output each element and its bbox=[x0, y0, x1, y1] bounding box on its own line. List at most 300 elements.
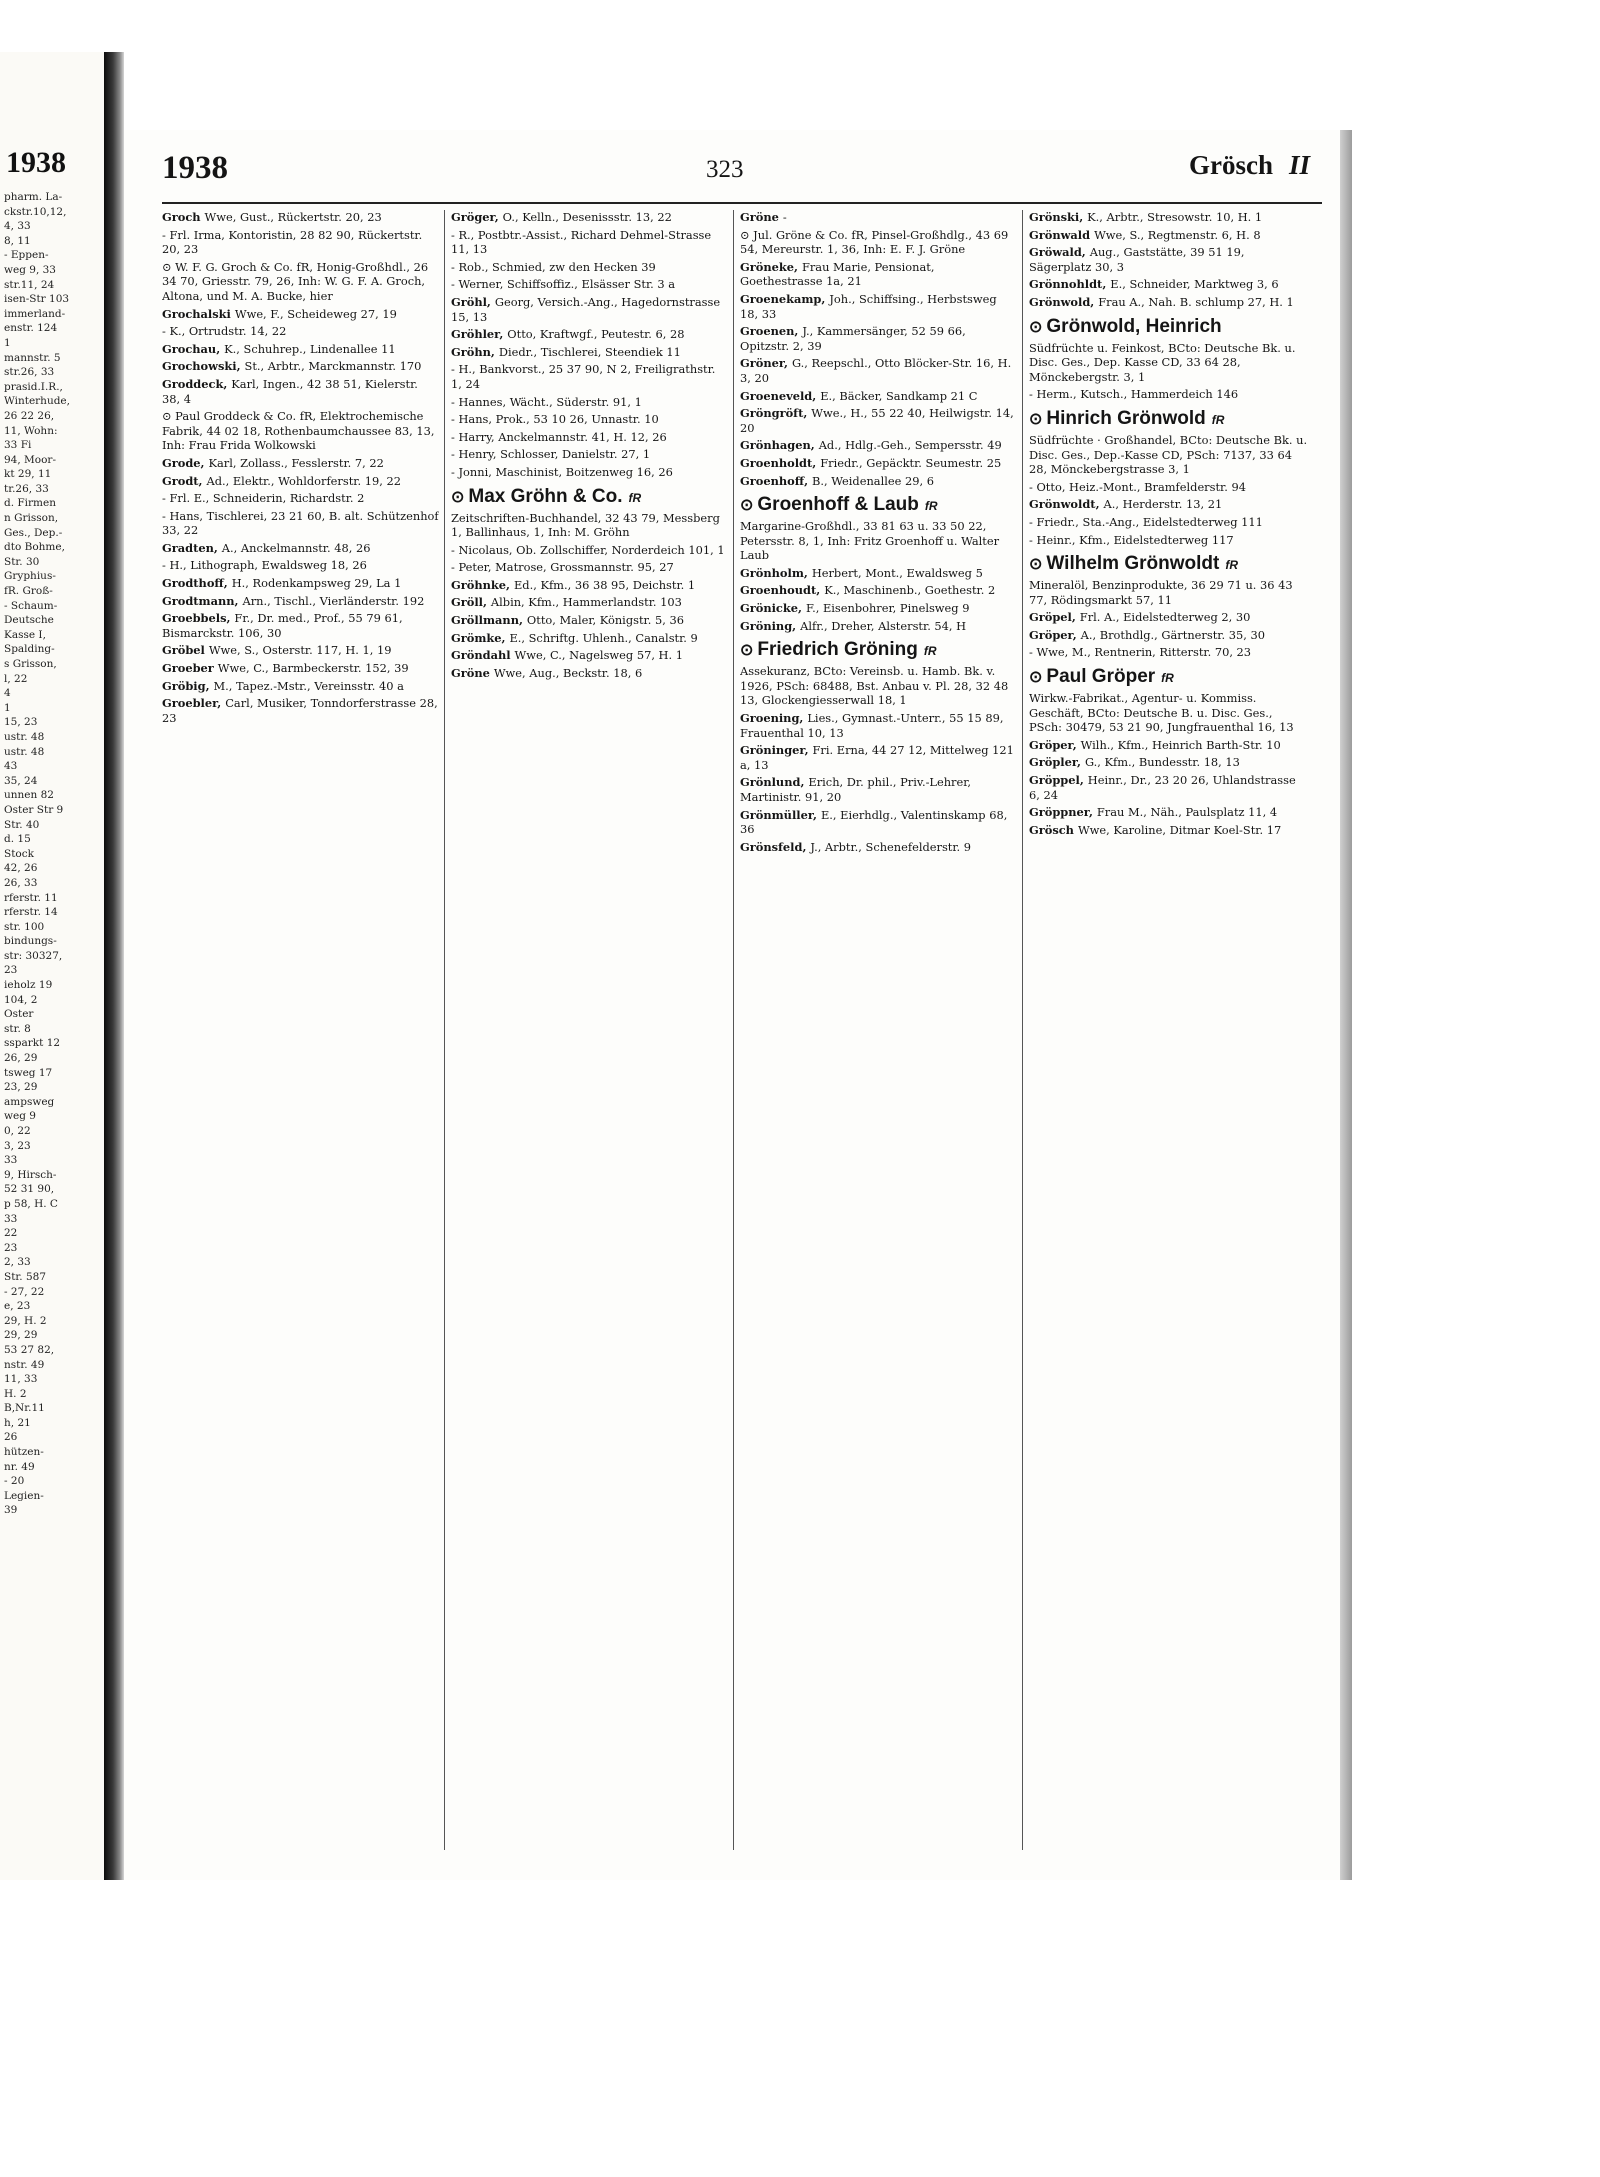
entry-surname: Grode, bbox=[162, 455, 209, 470]
registered-firm-mark-icon: ⊙ bbox=[1029, 556, 1043, 574]
facing-line: 9, Hirsch- bbox=[4, 1168, 57, 1181]
directory-entry bbox=[162, 307, 439, 322]
directory-entry bbox=[162, 643, 439, 658]
directory-entry bbox=[740, 743, 1017, 772]
entry-details: G., Reepschl., Otto Blöcker-Str. 16, H. 3, 20 bbox=[740, 356, 1012, 385]
entry-details: B., Weidenallee 29, 6 bbox=[812, 473, 934, 488]
entry-surname: Grösch bbox=[1029, 822, 1078, 837]
entry-details: Wwe, C., Barmbeckerstr. 152, 39 bbox=[217, 661, 409, 676]
facing-line: unnen 82 bbox=[4, 789, 54, 802]
facing-line: Spalding- bbox=[4, 643, 55, 656]
entry-details: Ed., Kfm., 36 38 95, Deichstr. 1 bbox=[513, 577, 696, 592]
directory-entry bbox=[740, 406, 1017, 435]
entry-details: - H., Lithograph, Ewaldsweg 18, 26 bbox=[162, 558, 367, 573]
entry-details: E., Schriftg. Uhlenh., Canalstr. 9 bbox=[509, 630, 698, 645]
firm-suffix: fR bbox=[1161, 671, 1174, 686]
facing-line: h, 21 bbox=[4, 1416, 31, 1429]
directory-entry bbox=[162, 359, 439, 374]
entry-surname: Gröhnke, bbox=[451, 577, 514, 592]
facing-line: Oster bbox=[4, 1008, 34, 1021]
page-edge bbox=[1340, 130, 1352, 1880]
directory-entry bbox=[451, 578, 728, 593]
entry-details: Heinr., Dr., 23 20 26, Uhlandstrasse 6, 24 bbox=[1029, 773, 1296, 802]
directory-entry bbox=[451, 543, 728, 558]
entry-details: ⊙ Jul. Gröne & Co. fR, Pinsel-Großhdlg., 43 69 54, Mereurstr. 1, 36, Inh: E. F. J. Gröne bbox=[740, 227, 1009, 257]
entry-surname: Grochau, bbox=[162, 341, 225, 356]
facing-line: nr. 49 bbox=[4, 1460, 35, 1473]
facing-line: ustr. 48 bbox=[4, 745, 45, 758]
directory-page bbox=[124, 130, 1340, 1880]
directory-entry bbox=[1029, 515, 1309, 530]
entry-details: ⊙ W. F. G. Groch & Co. fR, Honig-Großhdl., 26 34 70, Griesstr. 79, 26, Inh: W. G. F. A. Groch, Altona, und M. A. Bucke, hier bbox=[162, 259, 429, 303]
entry-surname: Grönlund, bbox=[740, 775, 809, 790]
facing-line: immerland- bbox=[4, 307, 66, 320]
directory-entry bbox=[451, 430, 728, 445]
facing-line: 2, 33 bbox=[4, 1256, 31, 1269]
directory-entry bbox=[740, 324, 1017, 353]
directory-entry bbox=[451, 362, 728, 391]
facing-line: 35, 24 bbox=[4, 774, 38, 787]
entry-details: - Hannes, Wächt., Süderstr. 91, 1 bbox=[451, 394, 642, 409]
facing-line: fR. Groß- bbox=[4, 585, 53, 598]
facing-line: str. 100 bbox=[4, 920, 45, 933]
directory-entry bbox=[162, 210, 439, 225]
facing-line: - Schaum- bbox=[4, 599, 58, 612]
directory-entry bbox=[740, 808, 1017, 837]
entry-surname: Gröper, bbox=[1029, 627, 1081, 642]
firm-name: Max Gröhn & Co. bbox=[468, 485, 623, 507]
entry-surname: Gröwald, bbox=[1029, 245, 1090, 260]
entry-details: A., Herderstr. 13, 21 bbox=[1103, 497, 1223, 512]
running-head-name: Grösch bbox=[1188, 150, 1273, 180]
entry-details: G., Kfm., Bundesstr. 18, 13 bbox=[1084, 755, 1240, 770]
entry-surname: Gröppel, bbox=[1029, 773, 1088, 788]
entry-details: K., Arbtr., Stresowstr. 10, H. 1 bbox=[1087, 210, 1263, 224]
facing-line: Winterhude, bbox=[4, 395, 70, 408]
entry-surname: Groebler, bbox=[162, 696, 226, 711]
column-2 bbox=[451, 210, 728, 1850]
directory-entry bbox=[162, 342, 439, 357]
directory-entry bbox=[451, 560, 728, 575]
firm-suffix: fR bbox=[1211, 412, 1225, 427]
entry-details: - K., Ortrudstr. 14, 22 bbox=[162, 324, 287, 339]
directory-entry bbox=[162, 576, 439, 591]
book-gutter bbox=[104, 52, 124, 1880]
entry-surname: Grömke, bbox=[451, 630, 510, 645]
entry-details: - Wwe, M., Rentnerin, Ritterstr. 70, 23 bbox=[1029, 645, 1252, 660]
facing-line: 23, 29 bbox=[4, 1081, 38, 1094]
column-divider bbox=[444, 210, 445, 1850]
entry-details: - Nicolaus, Ob. Zollschiffer, Norderdeich 101, 1 bbox=[451, 542, 725, 557]
entry-details: Otto, Maler, Königstr. 5, 36 bbox=[526, 613, 684, 628]
entry-details: Otto, Kraftwgf., Peutestr. 6, 28 bbox=[507, 327, 685, 342]
directory-entry bbox=[451, 395, 728, 410]
entry-surname: Gröndahl bbox=[451, 648, 515, 663]
entry-details: Lies., Gymnast.-Unterr., 55 15 89, Frauenthal 10, 13 bbox=[740, 711, 1004, 740]
entry-details: - R., Postbtr.-Assist., Richard Dehmel-Strasse 11, 13 bbox=[451, 227, 712, 257]
entry-surname: Groch bbox=[162, 210, 205, 224]
facing-line: 15, 23 bbox=[4, 716, 38, 729]
directory-entry bbox=[162, 558, 439, 573]
entry-details: Arn., Tischl., Vierländerstr. 192 bbox=[242, 593, 425, 608]
directory-entry bbox=[451, 210, 728, 225]
entry-surname: Gröbig, bbox=[162, 678, 214, 693]
facing-page-year: 1938 bbox=[6, 146, 66, 179]
directory-entry bbox=[1029, 738, 1309, 753]
directory-entry bbox=[1029, 480, 1309, 495]
directory-entry bbox=[1029, 387, 1309, 402]
entry-details: Carl, Musiker, Tonndorferstrasse 28, 23 bbox=[162, 696, 438, 725]
facing-line: d. Firmen bbox=[4, 497, 56, 510]
entry-text: Südfrüchte u. Feinkost, BCto: Deutsche Bk. u. Disc. Ges., Dep. Kasse CD, 33 64 28, Mönckebergstr. 3, 1 bbox=[1029, 340, 1296, 384]
directory-entry bbox=[451, 595, 728, 610]
firm-suffix: fR bbox=[1225, 558, 1239, 573]
directory-entry bbox=[162, 228, 439, 257]
column-1 bbox=[162, 210, 439, 1850]
facing-line: 29, 29 bbox=[4, 1329, 38, 1342]
firm-name: Grönwold, Heinrich bbox=[1046, 315, 1222, 337]
entry-surname: Grochalski bbox=[162, 306, 235, 321]
entry-surname: Gröper, bbox=[1029, 737, 1081, 752]
entry-details: Frau M., Näh., Paulsplatz 11, 4 bbox=[1096, 805, 1278, 820]
directory-entry bbox=[1029, 295, 1309, 310]
firm-suffix: fR bbox=[628, 490, 642, 505]
directory-entry bbox=[162, 594, 439, 609]
registered-firm-mark-icon: ⊙ bbox=[1029, 669, 1043, 687]
entry-surname: Groebbels, bbox=[162, 611, 235, 626]
entry-details: - Frl. E., Schneiderin, Richardstr. 2 bbox=[162, 491, 365, 506]
facing-line: ampsweg bbox=[4, 1095, 55, 1108]
directory-entry bbox=[1029, 497, 1309, 512]
directory-entry bbox=[740, 566, 1017, 581]
entry-details: J., Arbtr., Schenefelderstr. 9 bbox=[810, 839, 972, 854]
facing-line: Gryphius- bbox=[4, 570, 56, 583]
directory-entry bbox=[740, 474, 1017, 489]
page-number: 323 bbox=[706, 156, 744, 183]
entry-surname: Grodthoff, bbox=[162, 576, 232, 591]
entry-details: Wwe., H., 55 22 40, Heilwigstr. 14, 20 bbox=[740, 406, 1014, 435]
facing-line: isen-Str 103 bbox=[4, 293, 70, 306]
directory-entry bbox=[1029, 245, 1309, 274]
directory-entry bbox=[1029, 210, 1309, 225]
display-entry-name bbox=[740, 494, 1017, 517]
facing-line: prasid.I.R., bbox=[4, 380, 63, 393]
facing-line: 33 bbox=[4, 1154, 18, 1167]
facing-line: 11, Wohn: bbox=[4, 424, 58, 437]
entry-details: Frau Marie, Pensionat, Goethestrasse 1a, 21 bbox=[740, 259, 935, 289]
directory-entry bbox=[162, 456, 439, 471]
directory-spread bbox=[0, 52, 1600, 2177]
entry-surname: Gröllmann, bbox=[451, 613, 527, 628]
entry-surname: Gröll, bbox=[451, 595, 491, 610]
firm-name: Friedrich Gröning bbox=[757, 639, 918, 661]
facing-line: enstr. 124 bbox=[4, 322, 58, 335]
entry-surname: Gröppner, bbox=[1029, 805, 1097, 820]
facing-line: n Grisson, bbox=[4, 512, 59, 525]
entry-details: Albin, Kfm., Hammerlandstr. 103 bbox=[490, 595, 682, 610]
entry-details: Alfr., Dreher, Alsterstr. 54, H bbox=[800, 618, 967, 633]
facing-line: e, 23 bbox=[4, 1300, 31, 1313]
facing-line: 1 bbox=[4, 701, 11, 714]
entry-details: Friedr., Gepäcktr. Seumestr. 25 bbox=[820, 455, 1002, 470]
directory-entry bbox=[451, 295, 728, 324]
column-divider bbox=[733, 210, 734, 1850]
facing-line: kt 29, 11 bbox=[4, 468, 52, 481]
facing-line: 26, 33 bbox=[4, 876, 38, 889]
entry-details: F., Eisenbohrer, Pinelsweg 9 bbox=[805, 601, 970, 616]
entry-surname: Gröhler, bbox=[451, 327, 508, 342]
facing-line: p 58, H. C bbox=[4, 1197, 58, 1210]
entry-details: Ad., Elektr., Wohldorferstr. 19, 22 bbox=[206, 473, 401, 488]
facing-line: Oster Str 9 bbox=[4, 803, 64, 816]
directory-entry bbox=[451, 465, 728, 480]
directory-entry bbox=[162, 260, 439, 304]
directory-entry bbox=[740, 292, 1017, 321]
entry-surname: Gröne bbox=[451, 665, 494, 680]
directory-entry bbox=[1029, 755, 1309, 770]
facing-line: d. 15 bbox=[4, 833, 31, 846]
directory-entry bbox=[1029, 773, 1309, 802]
facing-line: 52 31 90, bbox=[4, 1183, 55, 1196]
facing-line: 53 27 82, bbox=[4, 1343, 55, 1356]
entry-text: Assekuranz, BCto: Vereinsb. u. Hamb. Bk. v. 1926, PSch: 68488, Bst. Anbau v. Pl. 28, 32 48 13, Glockengiesserwall 18, 1 bbox=[740, 664, 1009, 708]
entry-surname: Groeber bbox=[162, 661, 218, 676]
directory-entry bbox=[1029, 628, 1309, 643]
registered-firm-mark-icon: ⊙ bbox=[451, 488, 465, 506]
entry-surname: Grochowski, bbox=[162, 359, 245, 374]
facing-line: str: 30327, bbox=[4, 949, 63, 962]
entry-details: Karl, Zollass., Fesslerstr. 7, 22 bbox=[208, 455, 384, 470]
entry-details: Frl. A., Eidelstedterweg 2, 30 bbox=[1079, 610, 1251, 625]
entry-details: - Frl. Irma, Kontoristin, 28 82 90, Rückertstr. 20, 23 bbox=[162, 227, 423, 257]
facing-line: H. 2 bbox=[4, 1387, 27, 1400]
directory-entry bbox=[1029, 277, 1309, 292]
facing-line: l, 22 bbox=[4, 672, 28, 685]
facing-line: 33 bbox=[4, 1212, 18, 1225]
entry-details: M., Tapez.-Mstr., Vereinsstr. 40 a bbox=[213, 678, 404, 693]
directory-entry bbox=[740, 775, 1017, 804]
entry-surname: Groeneveld, bbox=[740, 388, 821, 403]
directory-entry bbox=[451, 412, 728, 427]
directory-entry bbox=[162, 611, 439, 640]
directory-entry bbox=[162, 541, 439, 556]
directory-entry bbox=[451, 327, 728, 342]
facing-line: 1 bbox=[4, 336, 11, 349]
entry-details: E., Schneider, Marktweg 3, 6 bbox=[1110, 277, 1279, 292]
entry-surname: Grönsfeld, bbox=[740, 839, 811, 854]
facing-line: 4, 33 bbox=[4, 220, 31, 233]
entry-details: Wwe, Karoline, Ditmar Koel-Str. 17 bbox=[1077, 822, 1282, 837]
facing-line: Str. 40 bbox=[4, 818, 40, 831]
facing-line: weg 9, 33 bbox=[4, 263, 56, 276]
facing-line: 26, 29 bbox=[4, 1052, 38, 1065]
directory-entry bbox=[451, 447, 728, 462]
directory-entry bbox=[451, 666, 728, 681]
entry-text: Südfrüchte · Großhandel, BCto: Deutsche Bk. u. Disc. Ges., Dep.-Kasse CD, PSch: 7137, 33 64 28, Mönckebergstrasse 3, 1 bbox=[1029, 432, 1308, 477]
directory-entry bbox=[162, 377, 439, 406]
entry-details: - Jonni, Maschinist, Boitzenweg 16, 26 bbox=[451, 464, 673, 479]
entry-surname: Gröpler, bbox=[1029, 755, 1085, 770]
directory-entry bbox=[451, 613, 728, 628]
entry-surname: Grönmüller, bbox=[740, 807, 821, 822]
entry-surname: Grodt, bbox=[162, 473, 207, 488]
facing-line: 11, 33 bbox=[4, 1373, 38, 1386]
registered-firm-mark-icon: ⊙ bbox=[740, 642, 754, 660]
facing-line: ustr. 48 bbox=[4, 730, 45, 743]
entry-surname: Grönholm, bbox=[740, 565, 812, 580]
entry-details: - Herm., Kutsch., Hammerdeich 146 bbox=[1029, 387, 1239, 402]
display-entry-name bbox=[1029, 408, 1309, 431]
entry-surname: Groenholdt, bbox=[740, 455, 821, 470]
directory-entry bbox=[740, 456, 1017, 471]
directory-entry bbox=[162, 491, 439, 506]
entry-surname: Groenhoudt, bbox=[740, 583, 825, 598]
facing-line: str. 8 bbox=[4, 1022, 31, 1035]
entry-details: Ad., Hdlg.-Geh., Sempersstr. 49 bbox=[818, 438, 1002, 453]
directory-entry bbox=[1029, 645, 1309, 660]
facing-line: 94, Moor- bbox=[4, 453, 56, 466]
entry-details: Erich, Dr. phil., Priv.-Lehrer, Martinistr. 91, 20 bbox=[740, 775, 972, 804]
facing-line: pharm. La- bbox=[4, 191, 63, 203]
entry-text: Margarine-Großhdl., 33 81 63 u. 33 50 22, Petersstr. 8, 1, Inh: Fritz Groenhoff u. Walter Laub bbox=[740, 519, 1000, 563]
entry-details: Georg, Versich.-Ang., Hagedornstrasse 15, 13 bbox=[451, 294, 721, 324]
entry-details: E., Bäcker, Sandkamp 21 C bbox=[820, 388, 978, 403]
entry-surname: Groenhoff, bbox=[740, 473, 813, 488]
entry-details: - bbox=[782, 210, 787, 224]
facing-line: 3, 23 bbox=[4, 1139, 31, 1152]
facing-line: weg 9 bbox=[4, 1110, 36, 1123]
facing-line: tsweg 17 bbox=[4, 1066, 53, 1079]
entry-surname: Grönwoldt, bbox=[1029, 497, 1104, 512]
facing-line: Ges., Dep.- bbox=[4, 526, 63, 539]
entry-details: - Otto, Heiz.-Mont., Bramfelderstr. 94 bbox=[1029, 479, 1246, 494]
entry-details: Fr., Dr. med., Prof., 55 79 61, Bismarckstr. 106, 30 bbox=[162, 611, 403, 640]
facing-line: 43 bbox=[4, 760, 18, 773]
directory-entry bbox=[162, 661, 439, 676]
entry-details: Wwe, Aug., Beckstr. 18, 6 bbox=[493, 665, 643, 680]
display-entry-name bbox=[1029, 316, 1309, 339]
entry-surname: Grönnohldt, bbox=[1029, 277, 1111, 292]
directory-entry bbox=[740, 619, 1017, 634]
directory-entry bbox=[740, 583, 1017, 598]
entry-surname: Gröninger, bbox=[740, 743, 813, 758]
entry-surname: Gröpel, bbox=[1029, 610, 1080, 625]
facing-line: 23 bbox=[4, 964, 18, 977]
entry-surname: Gröne bbox=[740, 210, 783, 224]
entry-text: Mineralöl, Benzinprodukte, 36 29 71 u. 36 43 77, Rödingsmarkt 57, 11 bbox=[1029, 578, 1293, 607]
entry-surname: Groenekamp, bbox=[740, 291, 830, 306]
firm-name: Groenhoff & Laub bbox=[757, 494, 919, 516]
firm-name: Paul Gröper bbox=[1046, 666, 1156, 688]
running-head bbox=[1189, 150, 1310, 181]
entry-surname: Gröngröft, bbox=[740, 406, 812, 421]
facing-page-text bbox=[4, 190, 104, 1518]
entry-surname: Gröger, bbox=[451, 210, 503, 224]
display-entry-name bbox=[1029, 666, 1309, 689]
facing-line: 29, H. 2 bbox=[4, 1314, 47, 1327]
directory-entry bbox=[162, 409, 439, 453]
entry-details: A., Brothdlg., Gärtnerstr. 35, 30 bbox=[1080, 627, 1265, 642]
directory-entry bbox=[740, 711, 1017, 740]
entry-details: Wwe, F., Scheideweg 27, 19 bbox=[234, 306, 397, 321]
entry-details: Diedr., Tischlerei, Steendiek 11 bbox=[498, 344, 681, 359]
entry-details: Karl, Ingen., 42 38 51, Kielerstr. 38, 4 bbox=[162, 376, 418, 406]
entry-surname: Grönhagen, bbox=[740, 438, 819, 453]
registered-firm-mark-icon: ⊙ bbox=[1029, 318, 1043, 336]
running-head-volume: II bbox=[1288, 150, 1310, 180]
entry-details: - Friedr., Sta.-Ang., Eidelstedterweg 111 bbox=[1029, 514, 1263, 529]
entry-surname: Gröneke, bbox=[740, 259, 802, 274]
facing-line: - 27, 22 bbox=[4, 1285, 45, 1298]
facing-line: 26 bbox=[4, 1431, 18, 1444]
directory-entry bbox=[740, 438, 1017, 453]
directory-entry bbox=[451, 277, 728, 292]
entry-details: - H., Bankvorst., 25 37 90, N 2, Freiligrathstr. 1, 24 bbox=[451, 362, 716, 391]
directory-entry bbox=[451, 631, 728, 646]
directory-entry bbox=[740, 356, 1017, 385]
directory-entry bbox=[1029, 823, 1309, 838]
entry-details: - Hans, Tischlerei, 23 21 60, B. alt. Schützenhof 33, 22 bbox=[162, 508, 439, 538]
column-4 bbox=[1029, 210, 1309, 1850]
entry-surname: Grönski, bbox=[1029, 210, 1088, 224]
entry-text: Zeitschriften-Buchhandel, 32 43 79, Messberg 1, Ballinhaus, 1, Inh: M. Gröhn bbox=[451, 510, 720, 540]
entry-details: - Rob., Schmied, zw den Hecken 39 bbox=[451, 259, 656, 274]
facing-line: 8, 11 bbox=[4, 234, 31, 247]
facing-line: str.26, 33 bbox=[4, 366, 55, 379]
facing-line: bindungs- bbox=[4, 935, 57, 948]
facing-line: Str. 30 bbox=[4, 555, 40, 568]
display-entry-name bbox=[740, 639, 1017, 662]
display-entry-name bbox=[1029, 553, 1309, 576]
entry-details: Wwe, S., Osterstr. 117, H. 1, 19 bbox=[208, 643, 392, 658]
entry-details: O., Kelln., Desenissstr. 13, 22 bbox=[502, 210, 672, 224]
facing-line: 26 22 26, bbox=[4, 409, 55, 422]
facing-line: 39 bbox=[4, 1504, 18, 1517]
directory-entry bbox=[162, 679, 439, 694]
directory-entry bbox=[1029, 805, 1309, 820]
firm-name: Hinrich Grönwold bbox=[1046, 407, 1206, 429]
column-3 bbox=[740, 210, 1017, 1850]
directory-entry bbox=[451, 345, 728, 360]
facing-line: 23 bbox=[4, 1241, 18, 1254]
entry-details: Wwe, C., Nagelsweg 57, H. 1 bbox=[514, 648, 683, 663]
firm-suffix: fR bbox=[923, 644, 937, 659]
facing-line: ieholz 19 bbox=[4, 979, 53, 992]
facing-line: hützen- bbox=[4, 1446, 44, 1459]
facing-line: 0, 22 bbox=[4, 1125, 31, 1137]
entry-surname: Gröbel bbox=[162, 643, 209, 658]
entry-text: Wirkw.-Fabrikat., Agentur- u. Kommiss. Geschäft, BCto: Deutsche B. u. Disc. Ges., PSch: 30479, 53 21 90, Jungfrauenthal 16, 13 bbox=[1029, 691, 1294, 735]
entry-surname: Groening, bbox=[740, 711, 808, 726]
entry-details: H., Rodenkampsweg 29, La 1 bbox=[231, 576, 402, 591]
entry-details: Herbert, Mont., Ewaldsweg 5 bbox=[811, 565, 983, 580]
directory-entry bbox=[1029, 533, 1309, 548]
firm-name: Wilhelm Grönwoldt bbox=[1046, 553, 1220, 575]
entry-details: Wilh., Kfm., Heinrich Barth-Str. 10 bbox=[1080, 737, 1281, 752]
entry-details: ⊙ Paul Groddeck & Co. fR, Elektrochemische Fabrik, 44 02 18, Rothenbaumchaussee 83, 13, Inh: Frau Frida Wolkowski bbox=[162, 409, 435, 453]
directory-entry bbox=[162, 696, 439, 725]
registered-firm-mark-icon: ⊙ bbox=[740, 497, 754, 515]
entry-details: - Harry, Anckelmannstr. 41, H. 12, 26 bbox=[451, 429, 667, 444]
directory-entry bbox=[162, 509, 439, 538]
facing-line: ssparkt 12 bbox=[4, 1037, 61, 1050]
facing-page bbox=[0, 52, 104, 1880]
entry-surname: Gröner, bbox=[740, 356, 792, 371]
facing-line: s Grisson, bbox=[4, 658, 57, 670]
directory-entry bbox=[451, 260, 728, 275]
entry-surname: Grodtmann, bbox=[162, 593, 243, 608]
facing-line: Deutsche bbox=[4, 614, 54, 627]
